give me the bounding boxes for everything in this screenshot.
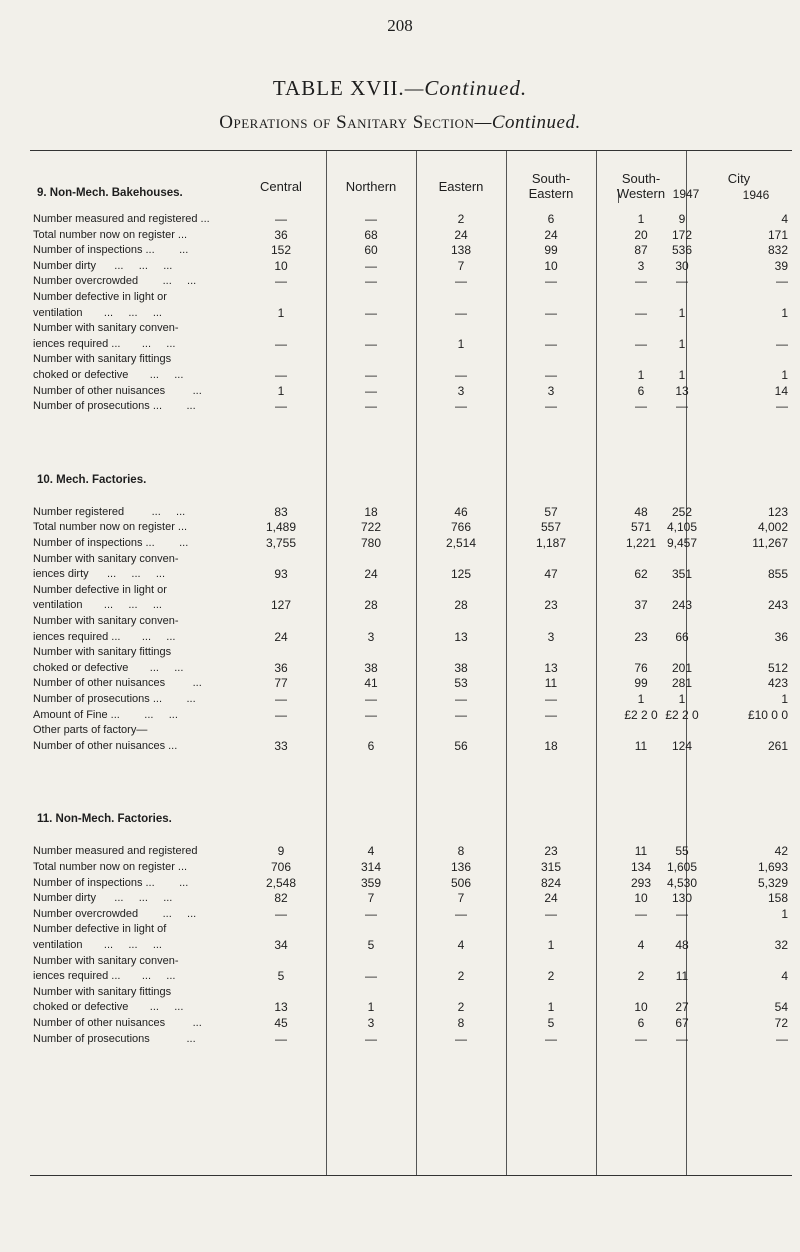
row-label: ventilation ... ... ... [33,939,162,951]
table-cell: 130 [671,891,693,906]
table-cell: 512 [767,660,788,675]
table-cell: — [275,336,287,351]
table-cell: 1,489 [265,520,297,535]
table-cell: — [635,399,647,414]
row-label: Number with sanitary fittings [33,985,172,998]
table-cell: 83 [274,504,288,519]
table-cell: 9 [277,844,285,859]
table-cell: — [365,399,377,414]
table-cell: — [365,1031,377,1046]
table-cell: — [545,274,557,289]
table-cell: — [455,1031,467,1046]
table-cell: 28 [364,598,378,613]
table-cell: 39 [774,258,788,273]
row-label: iences dirty ... ... ... [33,568,166,581]
table-cell: 855 [767,567,788,582]
table-cell: 1 [637,368,645,382]
row-label: Number measured and registered ... [33,213,210,225]
header-south-eastern-line1: South- [531,171,571,186]
table-cell: — [545,336,557,351]
table-cell: 138 [450,243,472,258]
table-cell: — [365,383,377,398]
row-label: Number with sanitary conven- [33,552,179,565]
table-cell: £2 2 0 [624,707,658,722]
row-label: Number overcrowded ... ... [33,907,197,920]
row-label: Number dirty ... ... ... [33,892,173,905]
header-central: Central [260,179,302,194]
table-cell: 2 [457,1000,465,1015]
table-cell: 1,187 [535,536,567,550]
table-cell: 201 [671,660,693,675]
table-cell: 293 [630,875,652,890]
table-cell: — [365,906,377,921]
table-cell: 6 [547,212,555,226]
header-northern: Northern [345,179,397,194]
table-cell: 1 [457,336,465,351]
table-cell: 13 [454,629,468,644]
table-cell: 67 [675,1016,689,1030]
table-cell: 41 [364,676,378,691]
row-label: Number of prosecutions ... [33,1032,196,1045]
table-cell: 1 [637,692,645,706]
table-cell: 57 [544,504,558,519]
table-cell: 315 [540,860,562,874]
row-label: Number overcrowded ... ... [33,275,197,288]
row-label: iences required ... ... ... [33,630,176,643]
row-label: iences required ... ... ... [33,970,176,983]
table-cell: 47 [544,567,558,582]
table-cell: 125 [450,567,472,582]
table-cell: 351 [671,567,693,582]
table-cell: 152 [270,243,292,258]
table-cell: 172 [671,227,693,242]
table-subtitle [0,112,800,134]
table-cell: — [455,305,467,320]
table-cell: — [275,906,287,921]
table-cell: — [455,906,467,921]
row-label: iences required ... ... ... [33,337,176,350]
table-cell: — [545,399,557,414]
table-cell: 4,530 [666,875,698,890]
table-cell: 2 [457,969,465,984]
table-cell: 99 [544,243,558,258]
table-cell: 53 [454,676,468,691]
table-cell: — [676,274,688,289]
table-cell: 10 [634,891,648,906]
table-cell: — [455,274,467,289]
table-cell: 30 [675,258,689,273]
table-cell: 11 [634,738,648,753]
table-cell: 18 [544,738,558,753]
table-cell: 3 [637,258,645,273]
table-cell: — [776,399,788,414]
row-label: Number with sanitary conven- [33,322,179,335]
table-cell: — [455,707,467,722]
section-title: 11. Non-Mech. Factories. [37,813,172,826]
table-cell: 45 [274,1016,288,1030]
table-cell: 82 [274,891,288,906]
table-cell: 1 [547,938,555,952]
table-cell: 4 [457,938,465,952]
table-cell: 10 [544,258,558,273]
table-cell: 124 [671,738,693,753]
table-cell: 5 [367,938,375,952]
table-cell: 1 [781,906,788,921]
table-cell: — [545,692,557,706]
table-cell: 3 [367,629,375,644]
table-cell: — [365,305,377,320]
table-cell: 571 [630,520,652,535]
table-title-continued: —Continued. [404,76,528,100]
table-cell: — [365,969,377,984]
table-cell: — [275,274,287,289]
table-cell: 722 [360,520,382,535]
table-cell: 4,105 [666,520,698,535]
table-cell: — [676,1031,688,1046]
table-cell: — [676,906,688,921]
row-label: Number of other nuisances ... [33,384,202,397]
table-cell: 66 [675,629,689,644]
row-label: Number defective in light or [33,291,167,303]
table-cell: 23 [544,844,558,859]
table-cell: 2 [547,969,555,984]
table-cell: 72 [774,1016,788,1030]
row-label: Total number now on register ... [33,861,188,873]
table-cell: 252 [671,504,693,519]
row-label: ventilation ... ... ... [33,599,162,612]
table-cell: 1 [678,692,686,706]
table-cell: 6 [367,738,375,753]
row-label: Amount of Fine ... ... ... [33,708,178,721]
header-eastern: Eastern [438,179,484,194]
table-cell: — [455,399,467,414]
header-south-eastern-line2: Eastern [528,186,574,201]
table-cell: — [676,399,688,414]
table-cell: 557 [540,520,562,535]
table-cell: 1 [781,305,788,320]
table-cell: 7 [457,258,465,273]
table-cell: — [365,258,377,273]
table-cell: 60 [364,243,378,258]
table-cell: — [275,212,287,226]
table-cell: 4 [781,212,788,226]
table-cell: 32 [774,938,788,952]
table-cell: 18 [364,504,378,519]
row-label: Number measured and registered [33,845,198,858]
table-title-main: TABLE XVII. [272,76,405,100]
table-cell: 1,693 [757,860,788,874]
row-label: Number with sanitary conven- [33,615,179,627]
table-cell: 3 [547,383,555,398]
table-cell: 506 [450,875,472,890]
table-cell: 46 [454,504,468,519]
table-cell: 6 [637,383,645,398]
table-cell: 123 [767,504,788,519]
table-cell: 24 [544,891,558,906]
table-cell: — [365,212,377,226]
operations-table [30,150,792,1176]
row-label: Number of other nuisances ... [33,739,178,752]
table-cell: — [545,906,557,921]
table-cell: 832 [767,243,788,258]
table-cell: — [275,707,287,722]
table-cell: 24 [364,567,378,582]
row-label: Number registered ... ... [33,505,186,518]
table-cell: 3 [367,1016,375,1030]
table-cell: 62 [634,567,648,582]
row-label: Number of inspections ... ... [33,244,189,257]
table-cell: — [275,399,287,414]
table-cell: 36 [774,629,788,644]
table-cell: 5 [547,1016,555,1030]
table-cell: 7 [367,891,375,906]
table-cell: 38 [454,660,468,675]
table-cell: 24 [274,629,288,644]
table-cell: 281 [671,676,693,691]
table-cell: 2,514 [445,536,477,550]
table-cell: 2,548 [265,875,297,890]
table-cell: 27 [675,1000,689,1015]
section-title: 10. Mech. Factories. [37,473,147,486]
table-cell: 8 [457,1016,465,1030]
table-cell: — [776,1031,788,1046]
table-cell: 134 [630,860,652,874]
table-cell: 11 [634,844,648,859]
table-cell: — [365,692,377,706]
row-label: Number of other nuisances ... [33,1017,202,1029]
header-south-western-line1: South- [621,171,661,186]
table-cell: 1 [547,1000,555,1015]
table-title [0,76,800,101]
row-label: Number defective in light or [33,583,167,596]
table-cell: 359 [360,875,382,890]
row-label: ventilation ... ... ... [33,306,162,319]
table-cell: 20 [634,227,648,242]
table-cell: £2 2 0 [665,707,699,722]
table-cell: — [635,906,647,921]
table-cell: 48 [675,938,689,952]
table-cell: 38 [364,660,378,675]
table-cell: 1,221 [625,536,657,550]
table-cell: £10 0 0 [747,707,788,722]
table-cell: — [545,305,557,320]
row-label: Number of other nuisances ... [33,677,202,690]
table-cell: — [365,274,377,289]
table-cell: 4 [367,844,375,859]
table-cell: 87 [634,243,648,258]
row-label: Number dirty ... ... ... [33,259,173,272]
row-label: Total number now on register ... [33,521,188,534]
table-cell: 536 [671,243,693,258]
table-cell: 171 [767,227,788,242]
table-cell: 34 [274,938,288,952]
table-cell: 2 [637,969,645,984]
section-title: 9. Non-Mech. Bakehouses. [37,187,183,199]
table-cell: 314 [360,860,382,874]
table-cell: 76 [634,660,648,675]
table-cell: 55 [675,844,689,859]
table-cell: — [635,1031,647,1046]
table-cell: 780 [360,536,382,550]
table-cell: 24 [544,227,558,242]
table-cell: — [545,368,557,382]
table-cell: 2 [457,212,465,226]
table-cell: 3 [457,383,465,398]
table-cell: 158 [767,891,788,906]
table-cell: — [635,274,647,289]
table-cell: 5,329 [757,875,788,890]
row-label: choked or defective ... ... [33,1001,184,1014]
table-cell: — [455,692,467,706]
table-cell: 1 [678,336,686,351]
row-label: Number of inspections ... ... [33,876,189,889]
table-cell: 706 [270,860,292,874]
table-cell: 243 [767,598,788,613]
table-cell: 1,605 [666,860,698,874]
table-cell: 3 [547,629,555,644]
table-cell: 7 [457,891,465,906]
table-cell: — [365,336,377,351]
table-cell: 33 [274,738,288,753]
table-cell: 1 [637,212,645,226]
table-cell: 13 [675,383,689,398]
table-cell: 48 [634,504,648,519]
table-cell: — [545,707,557,722]
table-cell: 127 [270,598,292,613]
table-cell: 423 [767,676,788,691]
table-cell: — [365,707,377,722]
table-cell: 9,457 [666,536,698,550]
table-cell: 54 [774,1000,788,1015]
table-cell: 261 [767,738,788,753]
table-cell: 1 [678,368,686,382]
table-cell: 1 [678,305,686,320]
table-cell: 77 [274,676,288,691]
table-cell: — [275,368,287,382]
table-cell: 8 [457,844,465,859]
table-cell: 136 [450,860,472,874]
table-cell: 5 [277,969,285,984]
table-cell: — [275,692,287,706]
table-cell: 14 [774,383,788,398]
table-cell: 10 [634,1000,648,1015]
table-cell: 4,002 [757,520,788,535]
table-cell: — [635,336,647,351]
table-cell: 6 [637,1016,645,1030]
row-label: Number of inspections ... ... [33,537,189,549]
table-cell: 1 [781,368,788,382]
table-cell: 11 [544,676,558,691]
header-south-western-line2: Western [616,186,666,201]
table-cell: 1 [277,305,285,320]
row-label: Number with sanitary fittings [33,353,172,366]
table-cell: 42 [774,844,788,859]
table-cell: 13 [544,660,558,675]
table-cell: 243 [671,598,693,613]
table-cell: — [545,1031,557,1046]
table-cell: 68 [364,227,378,242]
table-cell: — [275,1031,287,1046]
header-1946: 1946 [742,188,770,202]
row-label: choked or defective ... ... [33,661,184,674]
table-cell: — [635,305,647,320]
row-label: Number of prosecutions ... ... [33,693,196,705]
subtitle-continued: —Continued. [474,112,581,133]
table-cell: 23 [544,598,558,613]
table-cell: — [455,368,467,382]
table-cell: — [365,368,377,382]
table-cell: 766 [450,520,472,535]
page-number: 208 [387,16,413,35]
table-cell: — [776,274,788,289]
table-cell: 99 [634,676,648,691]
table-cell: 1 [367,1000,375,1015]
table-cell: 1 [277,383,285,398]
header-city: City [727,171,751,186]
table-cell: 23 [634,629,648,644]
table-cell: 93 [274,567,288,582]
table-cell: 824 [540,875,562,890]
row-label: Number of prosecutions ... ... [33,400,196,413]
table-cell: — [776,336,788,351]
table-cell: 1 [781,692,788,706]
table-cell: 13 [274,1000,288,1015]
table-cell: 28 [454,598,468,613]
table-cell: 9 [678,212,686,226]
table-cell: 36 [274,660,288,675]
table-cell: 37 [634,598,648,613]
table-cell: 36 [274,227,288,242]
table-cell: 10 [274,258,288,273]
row-label: Total number now on register ... [33,228,188,241]
header-1947: 1947 [672,187,700,201]
table-cell: 24 [454,227,468,242]
table-cell: 11,267 [752,536,788,550]
row-label: Number defective in light of [33,923,167,936]
row-label: Other parts of factory— [33,724,148,737]
table-cell: 4 [781,969,788,984]
table-cell: 4 [637,938,645,952]
row-label: Number with sanitary fittings [33,646,172,659]
table-cell: 11 [675,969,689,984]
subtitle-main: Operations of Sanitary Section [219,112,475,133]
row-label: choked or defective ... ... [33,369,184,381]
row-label: Number with sanitary conven- [33,954,179,967]
table-cell: 56 [454,738,468,753]
table-cell: 3,755 [265,536,297,550]
